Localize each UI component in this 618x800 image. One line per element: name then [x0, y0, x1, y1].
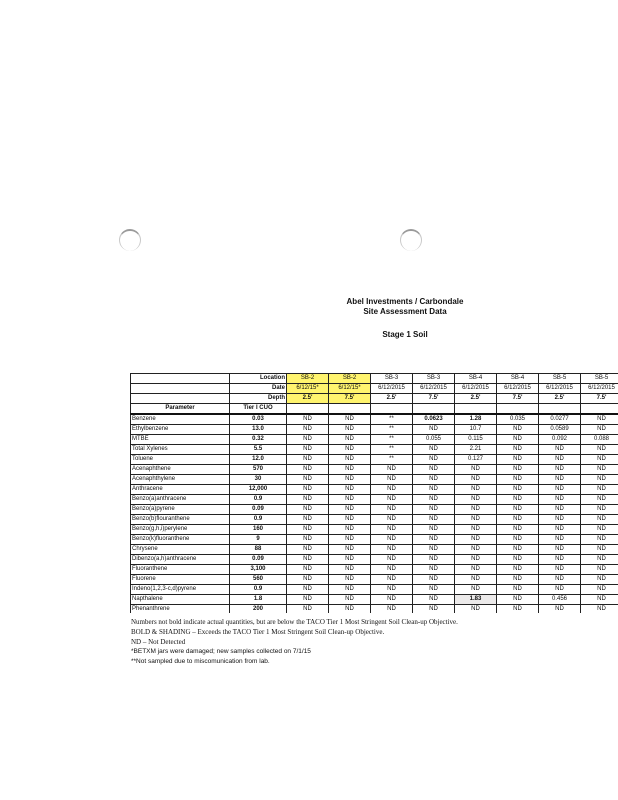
- data-cell: ND: [413, 545, 455, 555]
- data-cell: ND: [497, 515, 539, 525]
- cuo-value: 0.9: [230, 495, 287, 505]
- data-cell: ND: [455, 495, 497, 505]
- data-cell: ND: [581, 555, 618, 565]
- table-row: [131, 545, 618, 555]
- data-cell: ND: [329, 515, 371, 525]
- data-cell: ND: [329, 495, 371, 505]
- data-cell: ND: [413, 495, 455, 505]
- data-cell: ND: [581, 585, 618, 595]
- data-cell: ND: [539, 545, 581, 555]
- data-cell: ND: [497, 545, 539, 555]
- table-row: [131, 585, 618, 595]
- data-cell: ND: [287, 585, 329, 595]
- data-cell: ND: [287, 525, 329, 535]
- data-cell: ND: [371, 565, 413, 575]
- data-cell: ND: [413, 455, 455, 465]
- data-cell: ND: [455, 535, 497, 545]
- data-cell: ND: [539, 575, 581, 585]
- data-cell: ND: [455, 475, 497, 485]
- data-cell: ND: [287, 565, 329, 575]
- data-cell: ND: [329, 445, 371, 455]
- data-cell: ND: [329, 605, 371, 614]
- data-cell: ND: [455, 485, 497, 495]
- data-cell: ND: [581, 425, 618, 435]
- cuo-value: 560: [230, 575, 287, 585]
- data-cell: ND: [581, 465, 618, 475]
- parameter-name: Total Xylenes: [131, 445, 230, 455]
- location-label: Location: [230, 374, 287, 384]
- parameter-name: Benzo(a)anthracene: [131, 495, 230, 505]
- parameter-name: Dibenzo(a,h)anthracene: [131, 555, 230, 565]
- punch-hole-right: [400, 229, 422, 251]
- data-cell: **: [371, 445, 413, 455]
- data-cell: ND: [371, 575, 413, 585]
- data-cell: **: [371, 414, 413, 425]
- report-company: Abel Investments / Carbondale: [346, 297, 464, 306]
- data-cell: 0.127: [455, 455, 497, 465]
- data-cell: ND: [287, 605, 329, 614]
- data-cell: ND: [539, 465, 581, 475]
- data-cell: ND: [539, 445, 581, 455]
- data-cell: ND: [455, 465, 497, 475]
- note-not-sampled: **Not sampled due to miscomunication from lab.: [131, 658, 270, 665]
- cuo-value: 12,000: [230, 485, 287, 495]
- data-cell: ND: [497, 535, 539, 545]
- cuo-value: 13.0: [230, 425, 287, 435]
- data-cell: ND: [455, 515, 497, 525]
- data-cell: ND: [287, 515, 329, 525]
- parameter-name: Fluoranthene: [131, 565, 230, 575]
- data-cell: ND: [581, 475, 618, 485]
- data-cell: ND: [539, 485, 581, 495]
- data-cell: ND: [497, 475, 539, 485]
- data-cell: ND: [497, 605, 539, 614]
- depth-label: Depth: [230, 394, 287, 404]
- data-cell: ND: [329, 435, 371, 445]
- data-cell: ND: [581, 515, 618, 525]
- data-cell: ND: [287, 465, 329, 475]
- header-cell: 2.5': [287, 394, 329, 404]
- data-cell: 2.21: [455, 445, 497, 455]
- table-row: [131, 515, 618, 525]
- data-cell: ND: [287, 575, 329, 585]
- data-cell: ND: [329, 425, 371, 435]
- table-row: [131, 575, 618, 585]
- date-label: Date: [230, 384, 287, 394]
- header-cell: SB-5: [539, 374, 581, 384]
- note-nd: ND – Not Detected: [131, 638, 186, 646]
- data-cell: ND: [497, 445, 539, 455]
- tier-header: Tier I CUO: [230, 404, 287, 415]
- data-cell: ND: [497, 565, 539, 575]
- data-cell: ND: [413, 605, 455, 614]
- punch-hole-left: [119, 229, 141, 251]
- data-cell: ND: [539, 605, 581, 614]
- cuo-value: 12.0: [230, 455, 287, 465]
- data-cell: 0.055: [413, 435, 455, 445]
- header-cell: 6/12/2015: [581, 384, 618, 394]
- data-cell: ND: [539, 525, 581, 535]
- data-cell: **: [371, 455, 413, 465]
- note-not-bold: Numbers not bold indicate actual quantities, but are below the TACO Tier 1 Most Stringent Soil Clean-up Objective.: [131, 618, 458, 626]
- table-row: [131, 475, 618, 485]
- data-cell: ND: [455, 565, 497, 575]
- data-cell: ND: [497, 435, 539, 445]
- cuo-value: 3,100: [230, 565, 287, 575]
- date-row: [131, 384, 618, 394]
- data-cell: ND: [371, 475, 413, 485]
- data-cell: ND: [371, 515, 413, 525]
- data-cell: ND: [329, 585, 371, 595]
- data-cell: ND: [413, 575, 455, 585]
- data-cell: ND: [413, 515, 455, 525]
- parameter-name: Fluorene: [131, 575, 230, 585]
- parameter-header: Parameter: [131, 404, 230, 415]
- data-cell: ND: [329, 595, 371, 605]
- table-row: [131, 605, 618, 614]
- data-cell: ND: [497, 595, 539, 605]
- cuo-value: 160: [230, 525, 287, 535]
- data-cell: 0.456: [539, 595, 581, 605]
- data-cell: ND: [413, 485, 455, 495]
- header-cell: 6/12/2015: [413, 384, 455, 394]
- data-cell: ND: [497, 505, 539, 515]
- data-cell: ND: [287, 555, 329, 565]
- data-cell: ND: [329, 565, 371, 575]
- header-blank-cell: [413, 404, 455, 415]
- data-cell: ND: [329, 485, 371, 495]
- data-cell: ND: [455, 505, 497, 515]
- data-cell: ND: [413, 505, 455, 515]
- data-cell: ND: [497, 555, 539, 565]
- data-cell: ND: [539, 505, 581, 515]
- data-cell: ND: [581, 414, 618, 425]
- header-blank-cell: [539, 404, 581, 415]
- data-cell: ND: [581, 545, 618, 555]
- data-cell: ND: [581, 535, 618, 545]
- data-cell: ND: [329, 575, 371, 585]
- data-cell: ND: [371, 605, 413, 614]
- data-cell: ND: [581, 575, 618, 585]
- cuo-value: 30: [230, 475, 287, 485]
- data-cell: ND: [413, 535, 455, 545]
- data-cell: ND: [581, 455, 618, 465]
- header-cell: SB-3: [371, 374, 413, 384]
- data-cell: ND: [287, 425, 329, 435]
- header-blank-cell: [371, 404, 413, 415]
- data-cell: ND: [581, 565, 618, 575]
- note-bold-shading: BOLD & SHADING – Exceeds the TACO Tier 1 Most Stringent Soil Clean-up Objective.: [131, 628, 385, 636]
- parameter-name: Chrysene: [131, 545, 230, 555]
- data-cell: ND: [413, 445, 455, 455]
- parameter-name: MTBE: [131, 435, 230, 445]
- data-cell: ND: [455, 575, 497, 585]
- depth-row: [131, 394, 618, 404]
- data-cell: ND: [329, 535, 371, 545]
- parameter-name: Napthalene: [131, 595, 230, 605]
- data-cell: ND: [497, 575, 539, 585]
- header-cell: 6/12/2015: [371, 384, 413, 394]
- data-cell: ND: [371, 585, 413, 595]
- note-damaged-jars: *BETXM jars were damaged; new samples collected on 7/1/15: [131, 648, 311, 655]
- table-row: [131, 455, 618, 465]
- cuo-value: 0.09: [230, 555, 287, 565]
- cuo-value: 9: [230, 535, 287, 545]
- data-cell: 1.83: [455, 595, 497, 605]
- header-cell: 6/12/2015: [455, 384, 497, 394]
- data-cell: 0.0623: [413, 414, 455, 425]
- table-row: [131, 555, 618, 565]
- header-cell: SB-2: [287, 374, 329, 384]
- data-cell: ND: [287, 535, 329, 545]
- data-cell: ND: [581, 485, 618, 495]
- data-cell: 0.0589: [539, 425, 581, 435]
- data-cell: ND: [539, 495, 581, 505]
- data-cell: ND: [287, 455, 329, 465]
- soil-data-table: [130, 373, 618, 613]
- parameter-name: Benzo(b)flouranthene: [131, 515, 230, 525]
- data-cell: ND: [581, 495, 618, 505]
- table-row: [131, 445, 618, 455]
- header-cell: SB-5: [581, 374, 618, 384]
- data-cell: ND: [539, 455, 581, 465]
- header-cell: SB-4: [455, 374, 497, 384]
- data-cell: ND: [371, 495, 413, 505]
- data-cell: 10.7: [455, 425, 497, 435]
- table-row: [131, 465, 618, 475]
- report-title: Site Assessment Data: [363, 307, 447, 316]
- table-row: [131, 435, 618, 445]
- data-cell: ND: [371, 545, 413, 555]
- data-cell: ND: [413, 425, 455, 435]
- data-cell: ND: [329, 475, 371, 485]
- data-cell: ND: [539, 515, 581, 525]
- data-cell: **: [371, 425, 413, 435]
- data-cell: ND: [371, 535, 413, 545]
- parameter-name: Benzene: [131, 414, 230, 425]
- cuo-value: 0.09: [230, 505, 287, 515]
- cuo-value: 0.03: [230, 414, 287, 425]
- parameter-name: Benzo(g,h,i)perylene: [131, 525, 230, 535]
- data-cell: ND: [329, 465, 371, 475]
- data-cell: ND: [497, 425, 539, 435]
- data-cell: ND: [581, 445, 618, 455]
- header-blank-cell: [581, 404, 618, 415]
- header-cell: SB-3: [413, 374, 455, 384]
- data-cell: ND: [581, 525, 618, 535]
- data-cell: 0.035: [497, 414, 539, 425]
- data-cell: ND: [413, 475, 455, 485]
- data-cell: ND: [497, 525, 539, 535]
- data-cell: ND: [539, 565, 581, 575]
- cuo-value: 0.9: [230, 585, 287, 595]
- data-cell: ND: [497, 465, 539, 475]
- data-cell: ND: [497, 485, 539, 495]
- data-cell: ND: [413, 525, 455, 535]
- data-cell: ND: [455, 525, 497, 535]
- data-cell: ND: [287, 595, 329, 605]
- data-cell: ND: [539, 475, 581, 485]
- location-row: [131, 374, 618, 384]
- data-cell: ND: [413, 595, 455, 605]
- data-cell: ND: [539, 535, 581, 545]
- table-row: [131, 505, 618, 515]
- data-cell: ND: [287, 495, 329, 505]
- data-cell: ND: [539, 555, 581, 565]
- data-cell: ND: [455, 555, 497, 565]
- cuo-value: 200: [230, 605, 287, 614]
- header-cell: 6/12/2015: [539, 384, 581, 394]
- cuo-value: 570: [230, 465, 287, 475]
- table-row: [131, 595, 618, 605]
- cuo-value: 88: [230, 545, 287, 555]
- parameter-name: Acenaphthylene: [131, 475, 230, 485]
- data-cell: ND: [539, 585, 581, 595]
- data-cell: ND: [287, 414, 329, 425]
- header-cell: 2.5': [539, 394, 581, 404]
- data-cell: ND: [329, 414, 371, 425]
- parameter-name: Benzo(k)fluoranthene: [131, 535, 230, 545]
- data-cell: ND: [413, 585, 455, 595]
- column-header-row: [131, 404, 618, 415]
- header-cell: 7.5': [497, 394, 539, 404]
- cuo-value: 0.32: [230, 435, 287, 445]
- data-cell: ND: [581, 605, 618, 614]
- data-cell: ND: [455, 545, 497, 555]
- table-row: [131, 535, 618, 545]
- header-cell: 7.5': [329, 394, 371, 404]
- data-cell: ND: [581, 505, 618, 515]
- data-cell: ND: [455, 585, 497, 595]
- data-cell: ND: [371, 505, 413, 515]
- data-cell: **: [371, 435, 413, 445]
- data-cell: ND: [329, 545, 371, 555]
- cuo-value: 1.8: [230, 595, 287, 605]
- data-cell: ND: [371, 485, 413, 495]
- data-cell: 0.115: [455, 435, 497, 445]
- data-cell: ND: [329, 555, 371, 565]
- data-cell: ND: [413, 555, 455, 565]
- parameter-name: Indeno(1,2,3-c,d)pyrene: [131, 585, 230, 595]
- header-cell: 2.5': [371, 394, 413, 404]
- parameter-name: Anthracene: [131, 485, 230, 495]
- data-cell: ND: [329, 505, 371, 515]
- header-cell: 2.5': [455, 394, 497, 404]
- header-cell: 6/12/15*: [287, 384, 329, 394]
- data-cell: ND: [287, 505, 329, 515]
- data-cell: 0.0277: [539, 414, 581, 425]
- parameter-name: Phenanthrene: [131, 605, 230, 614]
- header-blank-cell: [329, 404, 371, 415]
- header-cell: 7.5': [413, 394, 455, 404]
- table-row: [131, 414, 618, 425]
- cuo-value: 0.9: [230, 515, 287, 525]
- table-row: [131, 495, 618, 505]
- data-cell: ND: [329, 525, 371, 535]
- data-cell: ND: [497, 455, 539, 465]
- header-blank-cell: [287, 404, 329, 415]
- parameter-name: Ethylbenzene: [131, 425, 230, 435]
- data-cell: ND: [413, 565, 455, 575]
- data-cell: ND: [371, 595, 413, 605]
- header-cell: 7.5': [581, 394, 618, 404]
- data-cell: ND: [455, 605, 497, 614]
- data-cell: 0.092: [539, 435, 581, 445]
- data-cell: 1.28: [455, 414, 497, 425]
- data-cell: ND: [287, 435, 329, 445]
- report-subtitle: Stage 1 Soil: [382, 330, 428, 339]
- data-cell: ND: [287, 545, 329, 555]
- data-cell: ND: [371, 555, 413, 565]
- table-row: [131, 565, 618, 575]
- data-cell: ND: [413, 465, 455, 475]
- data-cell: ND: [497, 585, 539, 595]
- data-cell: ND: [287, 485, 329, 495]
- parameter-name: Benzo(a)pyrene: [131, 505, 230, 515]
- table-notes: [131, 617, 611, 667]
- data-cell: ND: [287, 445, 329, 455]
- header-cell: SB-2: [329, 374, 371, 384]
- header-cell: 6/12/2015: [497, 384, 539, 394]
- header-blank-cell: [497, 404, 539, 415]
- cuo-value: 5.5: [230, 445, 287, 455]
- parameter-name: Toluene: [131, 455, 230, 465]
- data-cell: 0.088: [581, 435, 618, 445]
- data-cell: ND: [371, 525, 413, 535]
- header-cell: SB-4: [497, 374, 539, 384]
- header-blank-cell: [455, 404, 497, 415]
- header-cell: 6/12/15*: [329, 384, 371, 394]
- data-cell: ND: [287, 475, 329, 485]
- data-cell: ND: [497, 495, 539, 505]
- table-row: [131, 425, 618, 435]
- table-row: [131, 485, 618, 495]
- parameter-name: Acenaphthene: [131, 465, 230, 475]
- table-row: [131, 525, 618, 535]
- data-cell: ND: [581, 595, 618, 605]
- data-cell: ND: [371, 465, 413, 475]
- data-cell: ND: [329, 455, 371, 465]
